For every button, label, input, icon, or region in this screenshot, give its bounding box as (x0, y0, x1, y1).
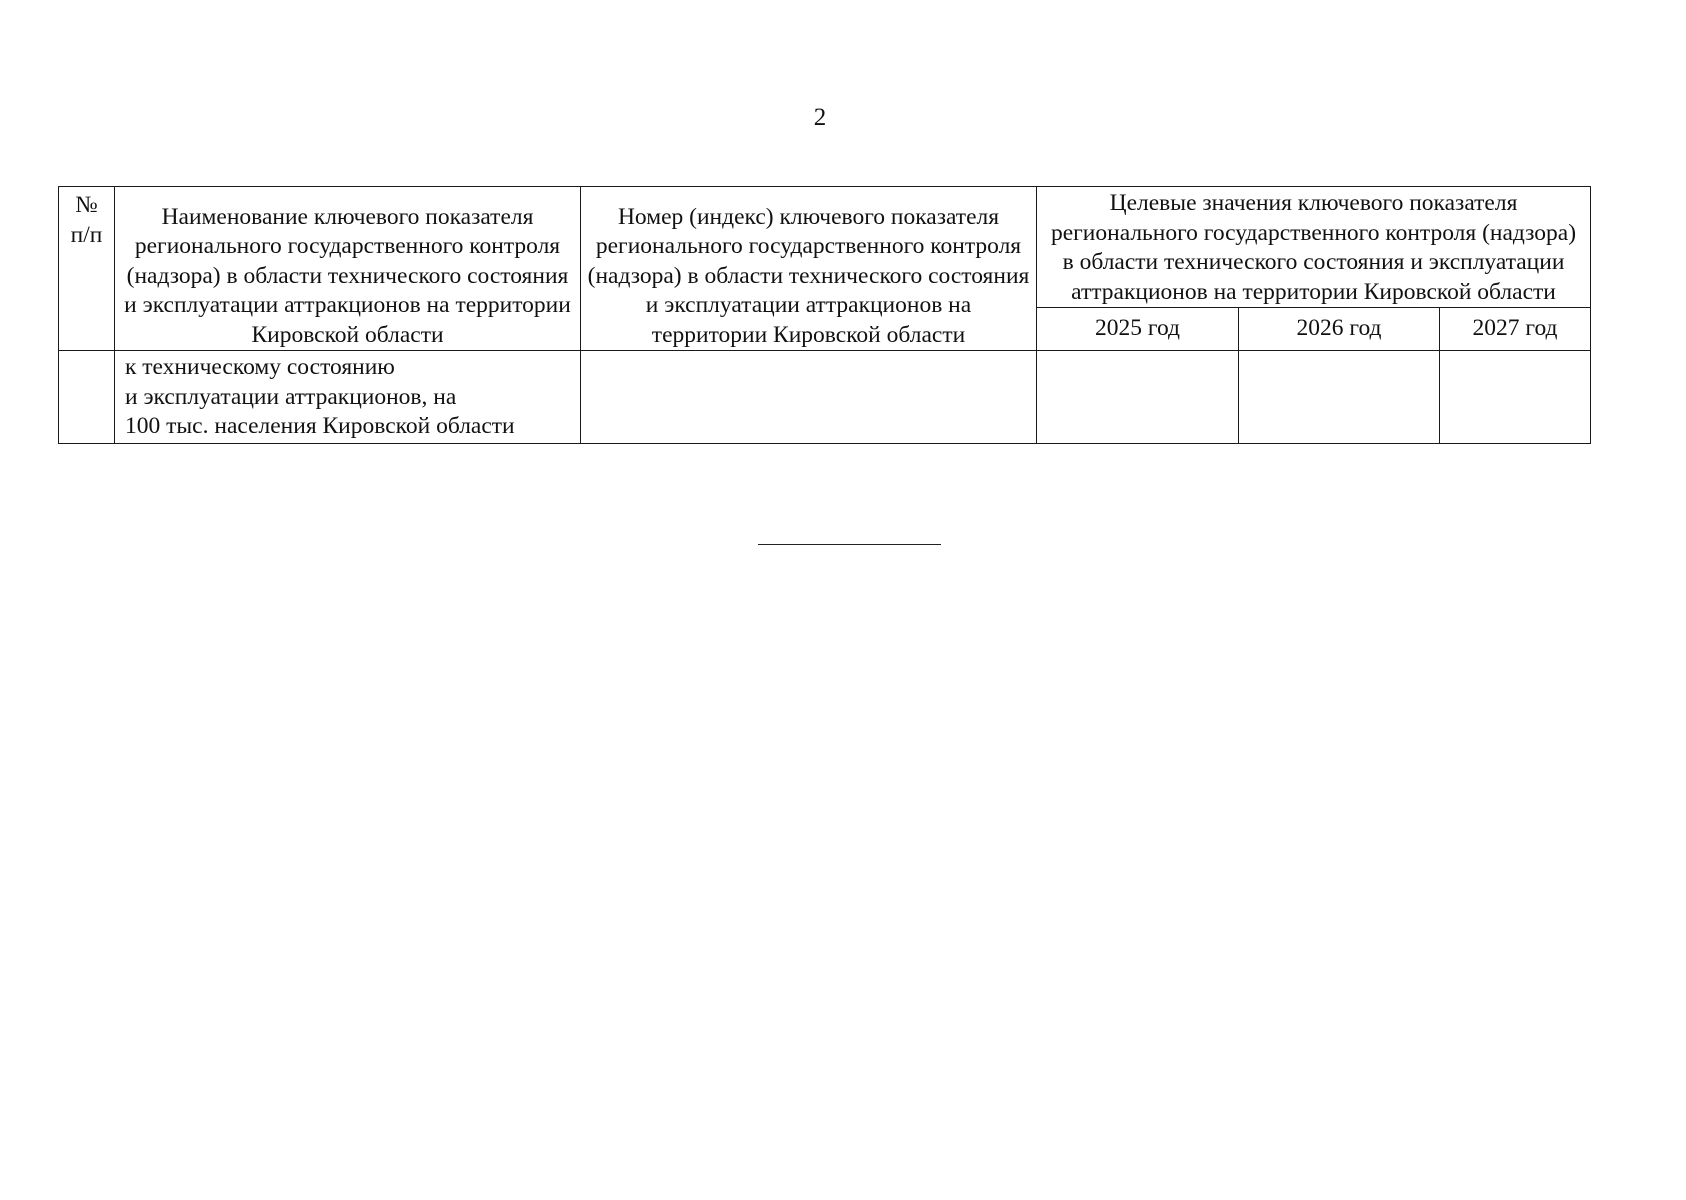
cell-name-line: 100 тыс. населения Кировской области (125, 413, 515, 439)
page-number: 2 (813, 104, 827, 131)
table-row (59, 351, 1591, 444)
header-name (115, 187, 581, 351)
end-of-document-rule (758, 544, 941, 545)
header-num (59, 187, 115, 351)
cell-name (115, 351, 581, 444)
cell-index (581, 351, 1037, 444)
cell-2027 (1440, 351, 1591, 444)
cell-num (59, 351, 115, 444)
header-target-label: Целевые значения ключевого показателя регионального государственного контроля (надзора) в области технического состояния и эксплуатации аттракционов на территории Кировской области (1050, 190, 1577, 305)
header-name-label: Наименование ключевого показателя регионального государственного контроля (надзора) в области технического состояния и эксплуатации аттракционов на территории Кировской области (124, 203, 571, 348)
header-year-2026: 2026 год (1239, 308, 1440, 351)
cell-2025 (1037, 351, 1239, 444)
cell-name-line: и эксплуатации аттракционов, на (125, 383, 457, 410)
header-index-label: Номер (индекс) ключевого показателя регионального государственного контроля (надзора) в области технического состояния и эксплуатации аттракционов на территории Кировской области (587, 203, 1030, 348)
header-target (1037, 187, 1591, 308)
cell-2026 (1239, 351, 1440, 444)
header-row (59, 187, 1591, 308)
header-index (581, 187, 1037, 351)
header-year-2027: 2027 год (1440, 308, 1591, 351)
header-year-2025: 2025 год (1037, 308, 1239, 351)
cell-name-line: к техническому состоянию (125, 354, 395, 380)
indicator-table (58, 186, 1591, 444)
header-num-label: № п/п (70, 192, 103, 248)
